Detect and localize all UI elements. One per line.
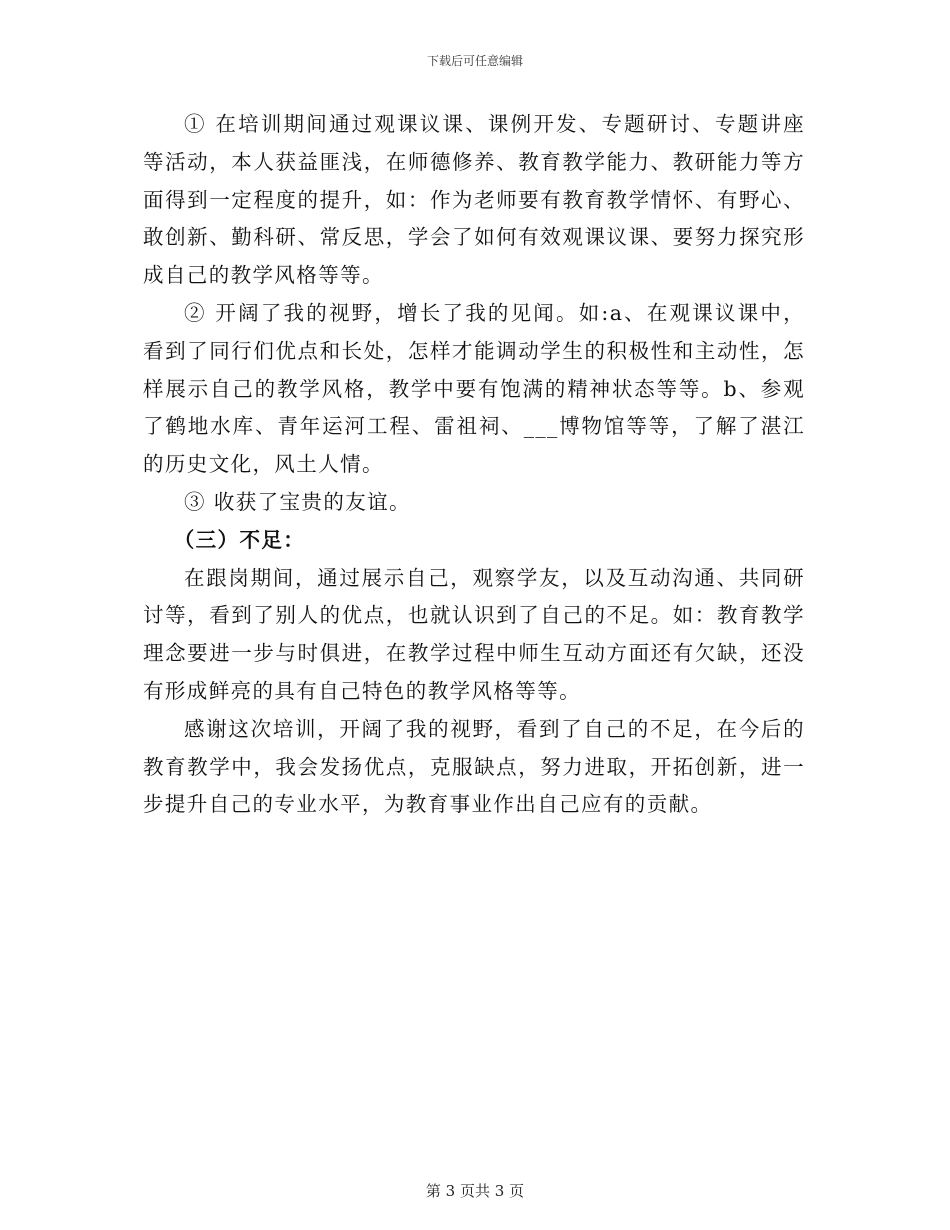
paragraph-gain-1: ① 在培训期间通过观课议课、课例开发、专题研讨、专题讲座等活动，本人获益匪浅，在师德修养、教育教学能力、教研能力等方面得到一定程度的提升，如：作为老师要有教育教学情怀、有野心、敢创新、勤科研、常反思，学会了如何有效观课议课、要努力探究形成自己的教学风格等等。 [143, 112, 805, 288]
document-body [143, 106, 805, 824]
section-heading-shortcomings: （三）不足： [173, 527, 306, 552]
page-number: 第 3 页共 3 页 [425, 1182, 525, 1200]
paragraph-conclusion: 感谢这次培训，开阔了我的视野，看到了自己的不足，在今后的教育教学中，我会发扬优点，克服缺点，努力进取，开拓创新，进一步提升自己的专业水平，为教育事业作出自己应有的贡献。 [143, 716, 805, 817]
page-header: 下载后可任意编辑 [426, 54, 523, 68]
paragraph-gain-2: ② 开阔了我的视野，增长了我的见闻。如:a、在观课议课中，看到了同行们优点和长处，怎样才能调动学生的积极性和主动性，怎样展示自己的教学风格，教学中要有饱满的精神状态等等。b、参观了鹤地水库、青年运河工程、雷祖祠、___博物馆等等，了解了湛江的历史文化，风土人情。 [143, 300, 805, 477]
paragraph-shortcomings: 在跟岗期间，通过展示自己，观察学友，以及互动沟通、共同研讨等，看到了别人的优点，也就认识到了自己的不足。如：教育教学理念要进一步与时俱进，在教学过程中师生互动方面还有欠缺，还没有形成鲜亮的具有自己特色的教学风格等等。 [143, 565, 805, 703]
paragraph-gain-3: ③ 收获了宝贵的友谊。 [184, 489, 411, 514]
